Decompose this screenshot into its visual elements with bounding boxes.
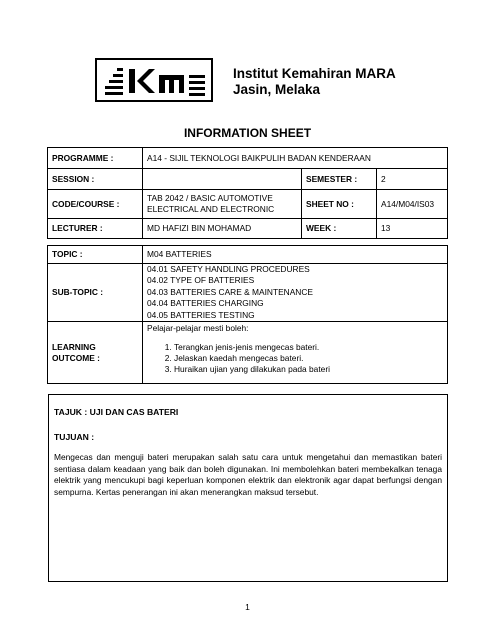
topic-value: M04 BATTERIES <box>143 246 448 264</box>
outcome-list <box>147 342 443 375</box>
ikm-logo <box>95 58 213 102</box>
content-box <box>48 394 448 582</box>
semester-value: 2 <box>377 169 448 190</box>
subtopic-item: 04.02 TYPE OF BATTERIES <box>147 275 255 286</box>
info-table <box>47 147 448 239</box>
outcome-label-line-1: LEARNING <box>52 341 96 352</box>
tujuan-heading: TUJUAN : <box>54 432 95 442</box>
session-label: SESSION : <box>48 169 143 190</box>
code-value-line-1: TAB 2042 / BASIC AUTOMOTIVE <box>147 193 273 203</box>
programme-value: A14 - SIJIL TEKNOLOGI BAIKPULIH BADAN KENDERAAN <box>143 148 448 169</box>
institute-name <box>233 66 396 98</box>
institute-line-2: Jasin, Melaka <box>233 82 321 97</box>
tajuk-heading: TAJUK : UJI DAN CAS BATERI <box>54 407 179 417</box>
session-value <box>143 169 302 190</box>
sheet-value: A14/M04/IS03 <box>377 190 448 219</box>
outcome-item: 3. Huraikan ujian yang dilakukan pada bateri <box>174 364 443 375</box>
page-number: 1 <box>245 602 250 612</box>
outcome-item: 2. Jelaskan kaedah mengecas bateri. <box>174 353 443 364</box>
semester-label: SEMESTER : <box>302 169 377 190</box>
ikm-logo-graphic <box>97 60 211 100</box>
lecturer-value: MD HAFIZI BIN MOHAMAD <box>143 219 302 239</box>
code-value-line-2: ELECTRICAL AND ELECTRONIC <box>147 204 275 214</box>
subtopic-list <box>143 264 448 322</box>
subtopic-item: 04.03 BATTERIES CARE & MAINTENANCE <box>147 286 313 297</box>
subtopic-item: 04.01 SAFETY HANDLING PROCEDURES <box>147 264 310 274</box>
lecturer-label: LECTURER : <box>48 219 143 239</box>
outcome-label <box>48 322 143 384</box>
programme-label: PROGRAMME : <box>48 148 143 169</box>
subtopic-item: 04.05 BATTERIES TESTING <box>147 309 255 320</box>
code-label: CODE/COURSE : <box>48 190 143 219</box>
outcome-intro: Pelajar-pelajar mesti boleh: <box>147 323 249 334</box>
topic-label: TOPIC : <box>48 246 143 264</box>
outcome-item: 1. Terangkan jenis-jenis mengecas bateri. <box>174 342 443 353</box>
institute-line-1: Institut Kemahiran MARA <box>233 66 396 81</box>
document-title: INFORMATION SHEET <box>183 126 312 140</box>
code-value <box>143 190 302 219</box>
topic-table <box>47 245 448 384</box>
subtopic-item: 04.04 BATTERIES CHARGING <box>147 298 264 309</box>
subtopic-label: SUB-TOPIC : <box>48 264 143 322</box>
tujuan-paragraph: Mengecas dan menguji bateri merupakan salah satu cara untuk mengetahui dan memastikan bateri sentiasa dalam keadaan yang baik dan boleh digunakan. Ini membolehkan bateri membekalkan tenaga elektrik yang mencukupi bagi keperluan komponen elektrik dan elektronik agar dapat berfungsi dengan sempurna. Kertas penerangan ini akan menerangkan maksud tersebut. <box>54 452 442 497</box>
week-label: WEEK : <box>302 219 377 239</box>
outcome-content <box>143 322 448 384</box>
week-value: 13 <box>377 219 448 239</box>
outcome-label-line-2: OUTCOME : <box>52 352 100 363</box>
sheet-label: SHEET NO : <box>302 190 377 219</box>
